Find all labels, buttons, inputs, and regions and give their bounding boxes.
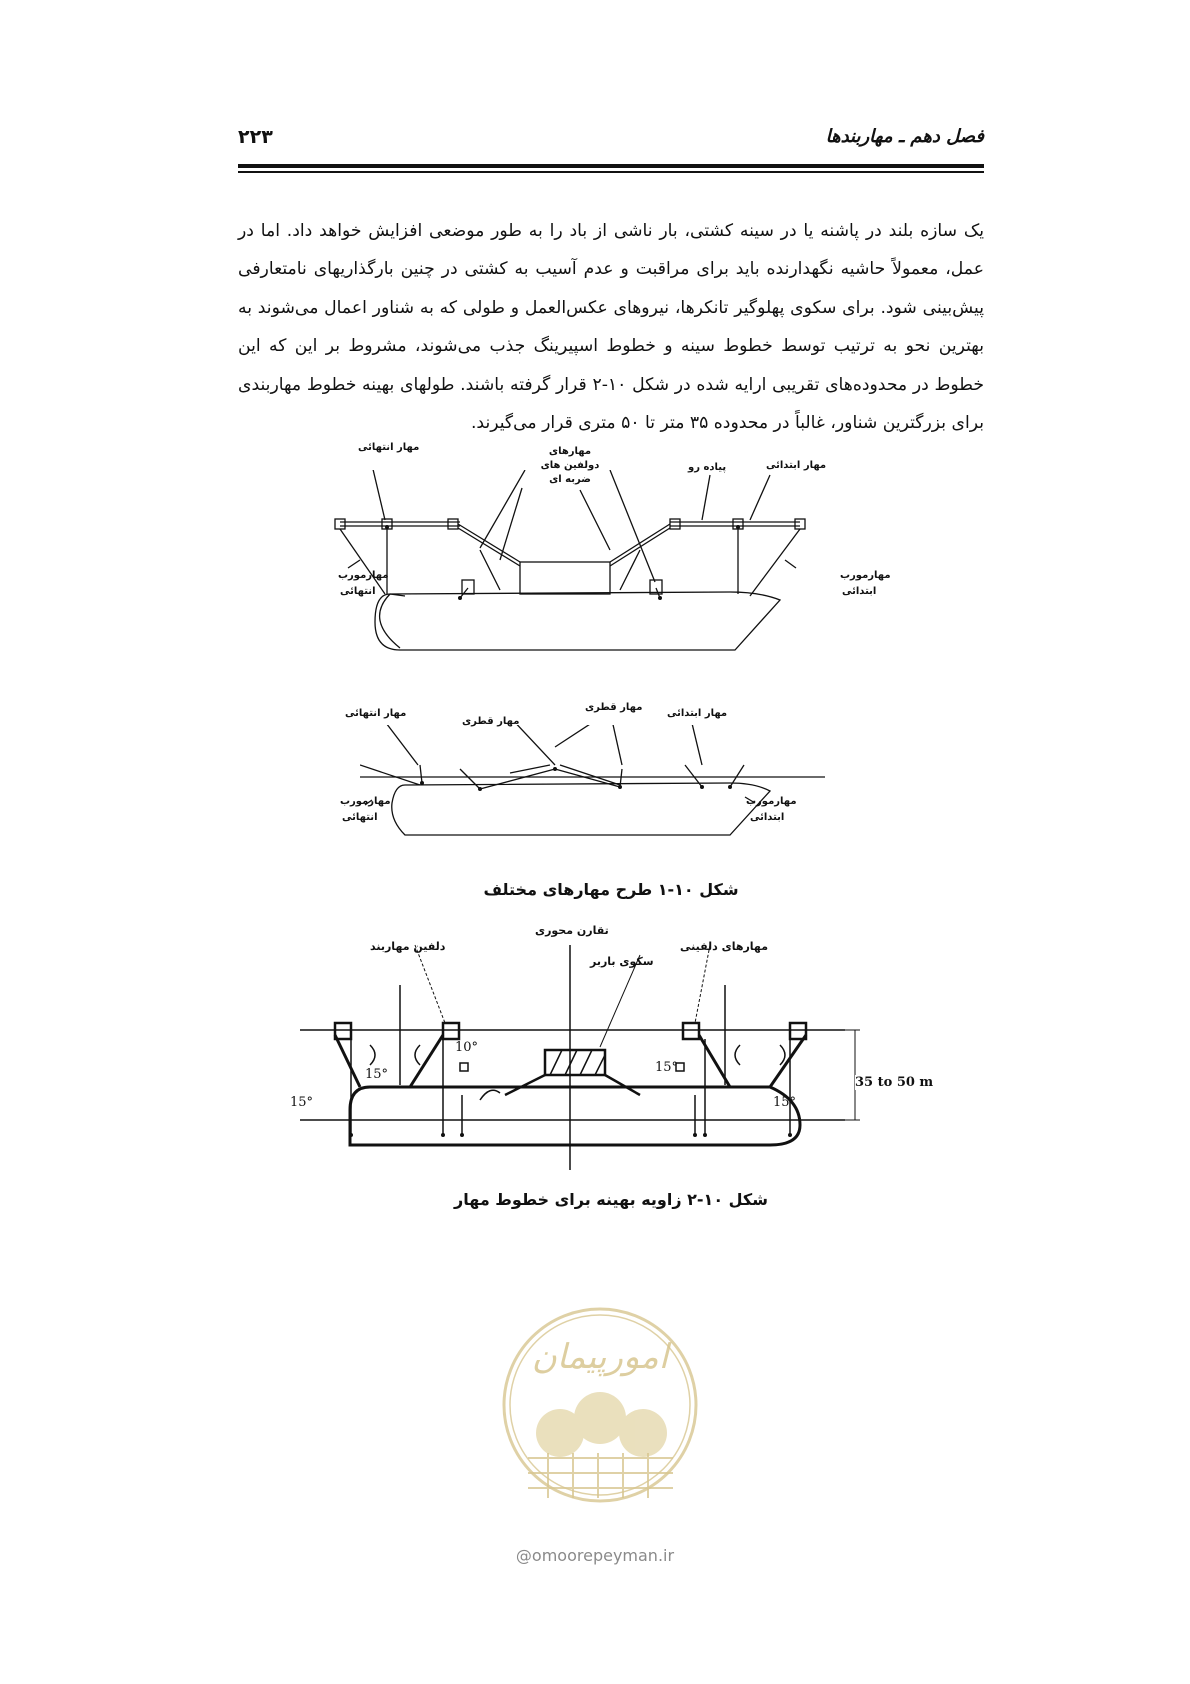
label-head-line: مهار ابتدائی <box>766 460 827 471</box>
label-b-head-breast-1: مهارمورب <box>746 796 797 807</box>
label-b-head-line: مهار ابتدائی <box>667 708 728 719</box>
page-number: ۲۲۳ <box>238 126 273 148</box>
label-angle-15-d: 15° <box>773 1095 797 1110</box>
label-distance: 35 to 50 m <box>855 1075 934 1090</box>
watermark-logo <box>498 1293 703 1523</box>
label-b-head-breast-2: ابتدائی <box>750 812 785 823</box>
page-header <box>238 126 984 156</box>
label-stern-breast-2: انتهائی <box>340 586 376 597</box>
label-head-breast-2: ابتدائی <box>842 586 877 597</box>
label-b-stern-breast-1: مهارمورب <box>340 796 391 807</box>
label-stern-breast-1: مهارمورب <box>338 570 389 581</box>
label-b-stern-line: مهار انتهائی <box>345 708 407 719</box>
figure2-caption: شکل ۱۰-۲ زاویه بهینه برای خطوط مهار <box>454 1190 768 1209</box>
chapter-title: فصل دهم ـ مهاربندها <box>825 126 984 147</box>
label-loading-platform: سکوی باربر <box>590 955 654 968</box>
label-head-breast-1: مهارمورب <box>840 570 891 581</box>
label-b-spring-left: مهار قطری <box>462 716 520 727</box>
header-rule-thin <box>238 171 984 173</box>
body-paragraph <box>238 212 984 442</box>
fig1-bottom-labels <box>330 700 870 850</box>
label-axis-symmetry: تقارن محوری <box>535 924 609 937</box>
label-angle-15-a: 15° <box>290 1095 314 1110</box>
label-stern-line: مهار انتهائی <box>358 442 420 453</box>
watermark-logo-text: امورپیمان <box>531 1337 669 1377</box>
label-angle-15-c: 15° <box>655 1060 679 1075</box>
label-angle-10: 10° <box>455 1040 479 1055</box>
label-mooring-dolphin: دلفین مهاربند <box>370 940 446 953</box>
label-angle-15-b: 15° <box>365 1067 389 1082</box>
header-rule-thick <box>238 164 984 168</box>
watermark-url: @omoorepeyman.ir <box>515 1546 675 1565</box>
label-dolphin-lines: مهارهای دلفینی <box>680 940 769 953</box>
label-b-spring-right: مهار قطری <box>585 702 643 713</box>
label-dolphin-lines-3: ضربه ای <box>549 474 591 485</box>
paragraph-text: یک سازه بلند در پاشنه یا در سینه کشتی، بار ناشی از باد را به طور موضعی افزایش خواهد داد. اما در عمل، معمولاً حاشیه نگهدارنده باید برای مراقبت و عدم آسیب به کشتی در چنین بارگذاریهای نامتعارفی پیش‌بینی شود. برای سکوی پهلوگیر تانکرها، نیروهای عکس‌العمل و طولی که به شناور اعمال می‌شوند به بهترین نحو به ترتیب توسط خطوط سینه و خطوط اسپیرینگ جذب می‌شوند، مشروط بر این که این خطوط در محدوده‌های تقریبی ارایه شده در شکل ۱۰-۲ قرار گرفته باشند. طولهای بهینه خطوط مهاربندی برای بزرگترین شناور، غالباً در محدوده ۳۵ متر تا ۵۰ متری قرار می‌گیرند. <box>238 221 984 434</box>
label-dolphin-lines-1: مهارهای <box>548 446 592 457</box>
label-dolphin-lines-2: دولفین های <box>540 460 600 471</box>
figure1-caption: شکل ۱۰-۱ طرح مهارهای مختلف <box>483 880 739 899</box>
label-walkway: پیاده رو <box>688 462 727 473</box>
label-b-stern-breast-2: انتهائی <box>342 812 378 823</box>
fig2-labels <box>290 924 940 1150</box>
fig1-top-labels <box>300 442 900 642</box>
